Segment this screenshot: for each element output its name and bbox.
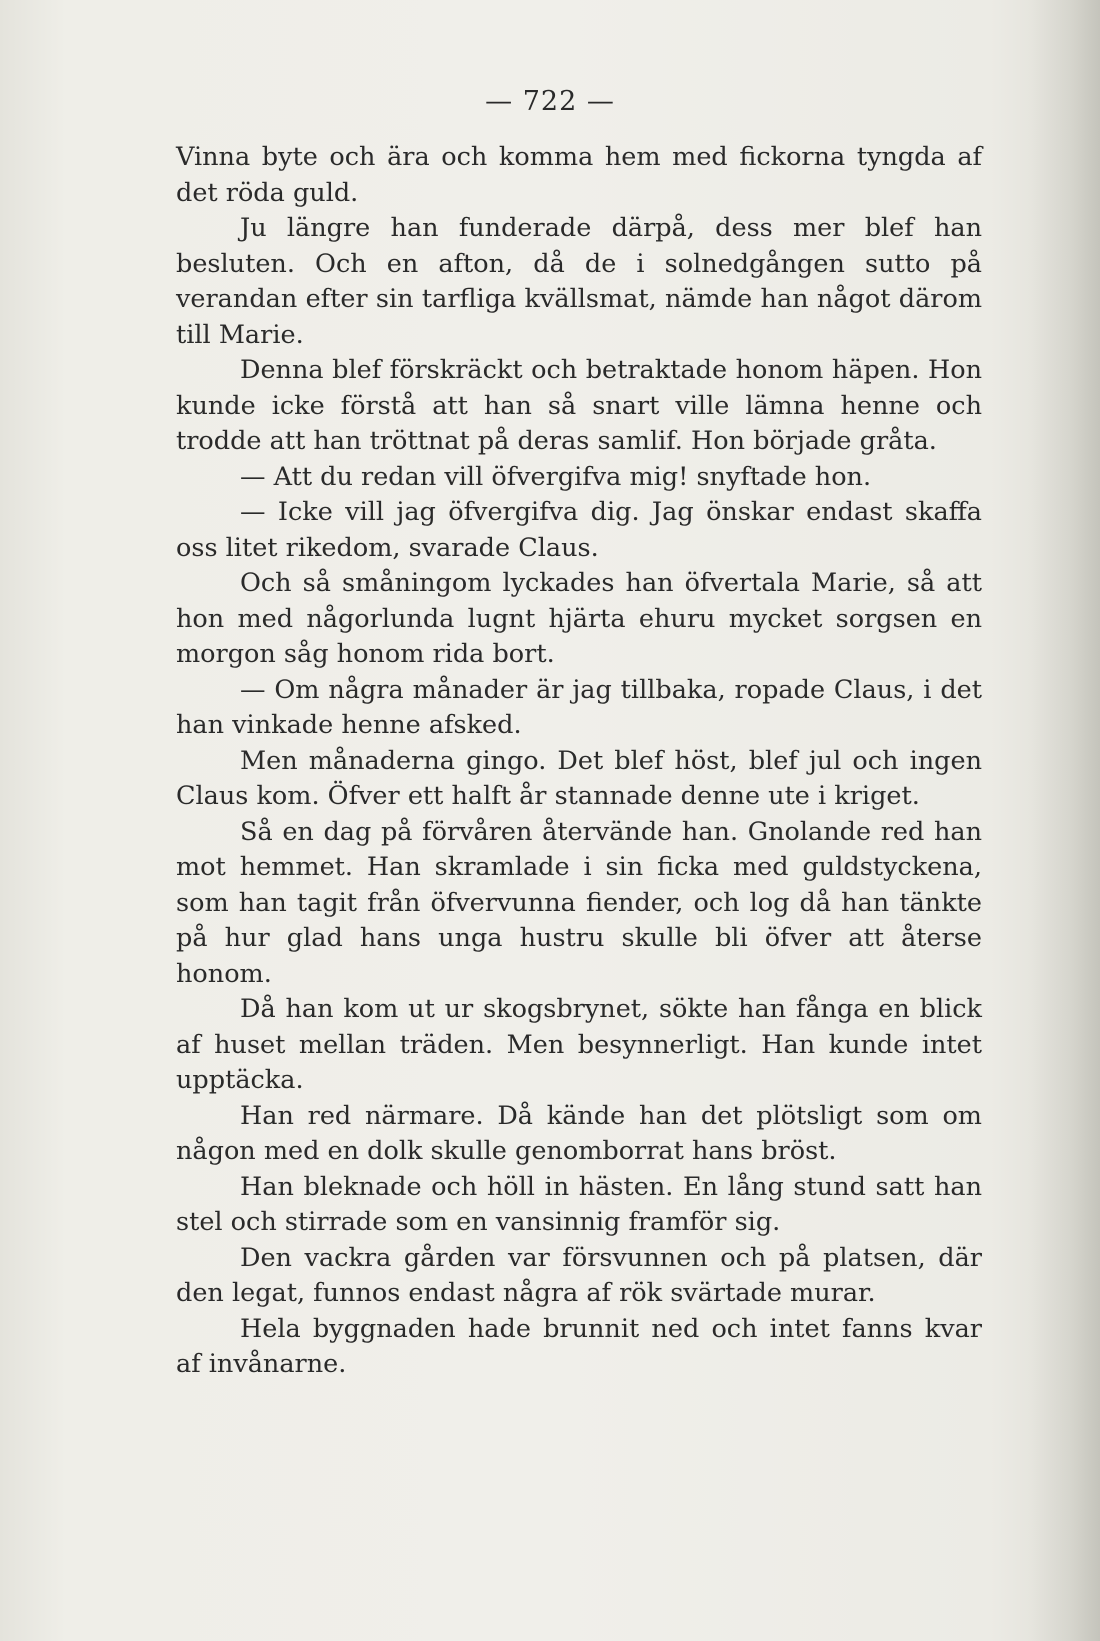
dialogue-line: — Icke vill jag öfvergifva dig. Jag önskar endast skaffa oss litet rikedom, svarade Claus.: [176, 497, 982, 563]
paragraph: Och så småningom lyckades han öfvertala Marie, så att hon med någorlunda lugnt hjärta ehuru mycket sorgsen en morgon såg honom rida bort.: [176, 568, 982, 669]
body-text: [176, 140, 982, 1383]
paragraph: Han bleknade och höll in hästen. En lång stund satt han stel och stirrade som en vansinnig framför sig.: [176, 1171, 982, 1237]
dialogue-line: — Att du redan vill öfvergifva mig! snyftade hon.: [240, 461, 872, 492]
paragraph: Då han kom ut ur skogsbrynet, sökte han fånga en blick af huset mellan träden. Men besynnerligt. Han kunde intet upptäcka.: [176, 994, 982, 1095]
paragraph: Denna blef förskräckt och betraktade honom häpen. Hon kunde icke förstå att han så snart ville lämna henne och trodde att han tröttnat på deras samlif. Hon började gråta.: [176, 355, 982, 456]
page-number: — 722 —: [485, 86, 615, 117]
page-edge-shadow: [1030, 0, 1100, 1641]
paragraph: Vinna byte och ära och komma hem med fickorna tyngda af det röda guld.: [176, 142, 982, 208]
paragraph: Så en dag på förvåren återvände han. Gnolande red han mot hemmet. Han skramlade i sin ficka med guldstyckena, som han tagit från öfvervunna fiender, och log då han tänkte på hur glad hans unga hustru skulle bli öfver att återse honom.: [176, 816, 982, 989]
dialogue-line: — Om några månader är jag tillbaka, ropade Claus, i det han vinkade henne afsked.: [176, 674, 982, 740]
paragraph: Ju längre han funderade därpå, dess mer blef han besluten. Och en afton, då de i solnedgången sutto på verandan efter sin tarfliga kvällsmat, nämde han något därom till Marie.: [176, 213, 982, 350]
paragraph: Han red närmare. Då kände han det plötsligt som om någon med en dolk skulle genomborrat hans bröst.: [176, 1100, 982, 1166]
paragraph: Men månaderna gingo. Det blef höst, blef jul och ingen Claus kom. Öfver ett halft år stannade denne ute i kriget.: [176, 745, 982, 811]
paragraph: Den vackra gården var försvunnen och på platsen, där den legat, funnos endast några af rök svärtade murar.: [176, 1242, 982, 1308]
paragraph: Hela byggnaden hade brunnit ned och intet fanns kvar af invånarne.: [176, 1313, 982, 1379]
